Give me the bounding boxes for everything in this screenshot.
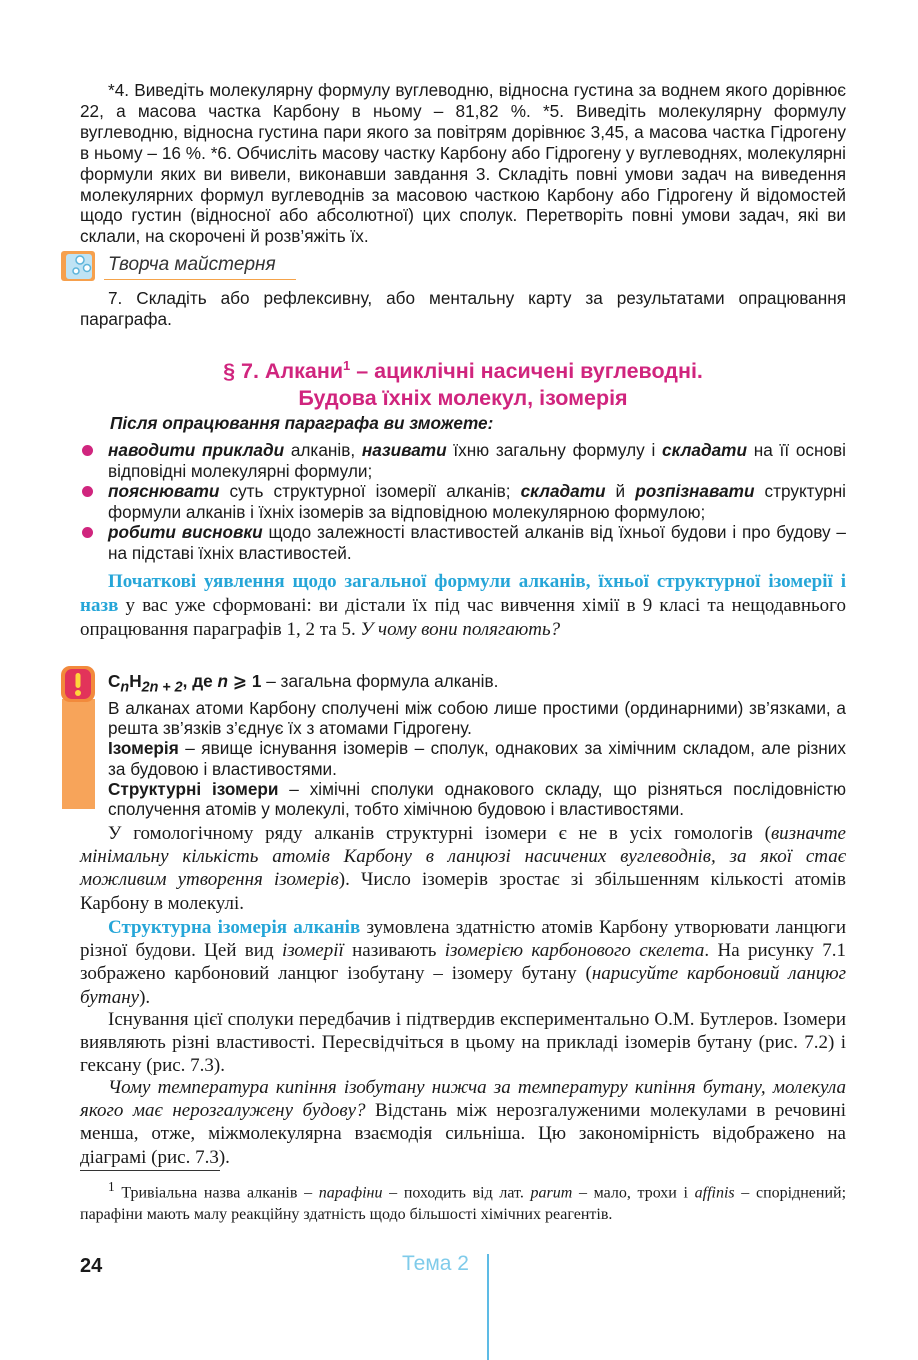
structural-isomers-definition: Структурні ізомери – хімічні сполуки однакового складу, що різняться послідовністю сполучення атомів у молекулі, тобто хімічною будовою і властивостями. xyxy=(108,778,846,820)
page-number: 24 xyxy=(80,1255,103,1277)
outcomes-heading: Після опрацювання параграфа ви зможете: xyxy=(110,413,494,433)
outcome-item: пояснювати суть структурної ізомерії алканів; складати й розпізнавати структурні формули алканів і їхніх ізомерів за відповідною молекулярною формулою; xyxy=(80,481,846,522)
section-title xyxy=(80,352,846,412)
alkane-bonds-fact: В алканах атоми Карбону сполучені між собою лише простими (ординарними) зв’язками, а решта зв’язків з’єднує їх з атомами Гідрогену. xyxy=(108,697,846,739)
structural-isomerism-highlight: Структурна ізомерія алканів xyxy=(108,917,361,938)
footnote-divider xyxy=(80,1170,220,1171)
key-facts-bar xyxy=(62,699,95,809)
body-paragraph-2: Структурна ізомерія алканів зумовлена здатністю атомів Карбону утворювати ланцюги різної будови. Цей вид ізомерії називають ізомерією карбонового скелета. На рисунку 7.1 зображено карбоновий ланцюг ізобутану – ізомеру бутану (нарисуйте карбоновий ланцюг бутану). xyxy=(80,917,847,1008)
intro-question: У чому вони полягають? xyxy=(360,619,561,640)
footnote: $^1$ Тривіальна назва алканів – парафіни – походить від лат. parum – мало, трохи і affinis – споріднений; парафіни мають малу реакційну здатність щодо більшості хімічних реагентів. xyxy=(80,1179,847,1223)
section-title-line1: § 7. Алкани$^1$ – ациклічні насичені вуглеводні. xyxy=(223,358,703,384)
palette-icon xyxy=(60,249,98,283)
key-facts-text xyxy=(108,671,846,820)
bullet-dot xyxy=(82,527,93,538)
body-paragraph-1: У гомологічному ряду алканів структурні ізомери є не в усіх гомологів (визначте мінімальну кількість атомів Карбону в ланцюзі насичених вуглеводнів, за якої стає можливим утворення ізомерів). Число ізомерів зростає зі збільшенням кількості атомів Карбону в молекулі. xyxy=(80,823,846,914)
general-formula: $C_nH_{2n + 2}$, де n ⩾ 1 – загальна формула алканів. xyxy=(108,671,499,696)
isomerism-definition: Ізомерія – явище існування ізомерів – сполук, однакових за хімічним складом, але різних за будовою і властивостями. xyxy=(108,738,846,779)
footnote-ref: 1 xyxy=(343,358,351,373)
bullet-dot xyxy=(82,445,93,456)
body-paragraph-4: Чому температура кипіння ізобутану нижча за температуру кипіння бутану, молекула якого має нерозгалужену будову? Відстань між нерозгалуженими молекулами в речовині менша, отже, міжмолекулярна взаємодія сильніша. Цю закономірність відображено на діаграмі (рис. 7.3). xyxy=(80,1077,847,1168)
intro-paragraph: Початкові уявлення щодо загальної формули алканів, їхньої структурної ізомерії і назв у вас уже сформовані: ви дістали їх під час вивчення хімії в 9 класі та нещодавнього опрацювання параграфів 1, 2 та 5. У чому вони полягають? xyxy=(80,571,846,640)
task-7: 7. Складіть або рефлексивну, або ментальну карту за результатами опрацювання параграфа. xyxy=(80,288,846,329)
outcomes-list xyxy=(80,440,846,563)
tasks-paragraph xyxy=(80,80,846,247)
intro-highlight: Початкові уявлення щодо загальної формули алканів, їхньої структурної ізомерії і назв xyxy=(80,571,846,616)
topic-label: Тема 2 xyxy=(402,1252,469,1275)
exclamation-icon xyxy=(60,665,96,703)
creative-workshop-label: Творча майстерня xyxy=(108,254,276,275)
tasks-text: *4. Виведіть молекулярну формулу вуглеводню, відносна густина за воднем якого дорівнює 22, а масова частка Карбону в ньому – 81,82 %. *5. Виведіть молекулярну формулу вуглеводню, відносна густина пари якого за повітрям дорівнює 3,45, а масова частка Гідрогену в ньому – 16 %. *6. Обчисліть масову частку Карбону або Гідрогену у вуглеводнях, молекулярні формули яких ви вивели, виконавши завдання 3. Складіть повні умови задач на виведення молекулярних формул вуглеводнів за масовою часткою Карбону або Гідрогену й відомостей щодо густин (відносної або абсолютної) цих сполук. Перетворіть повні умови задач, які ви склали, на скорочені й розв’яжіть їх. xyxy=(80,80,846,247)
outcome-item: робити висновки щодо залежності властивостей алканів від їхньої будови і про будову – на підставі їхніх властивостей. xyxy=(80,522,846,563)
creative-workshop-header xyxy=(60,249,296,283)
body-paragraph-3: Існування цієї сполуки передбачив і підтвердив експериментально О.М. Бутлеров. Ізомери виявляють різні властивості. Пересвідчіться в цьому на прикладі ізомерів бутану (рис. 7.2) і гексану (рис. 7.3). xyxy=(80,1009,846,1077)
outcome-item: наводити приклади алканів, називати їхню загальну формулу і складати на її основі відповідні молекулярні формули; xyxy=(80,440,846,481)
key-facts-box xyxy=(60,665,846,820)
footer-divider xyxy=(487,1254,489,1360)
bullet-dot xyxy=(82,486,93,497)
section-title-line2: Будова їхніх молекул, ізомерія xyxy=(298,386,628,411)
creative-workshop-underline xyxy=(104,279,296,280)
